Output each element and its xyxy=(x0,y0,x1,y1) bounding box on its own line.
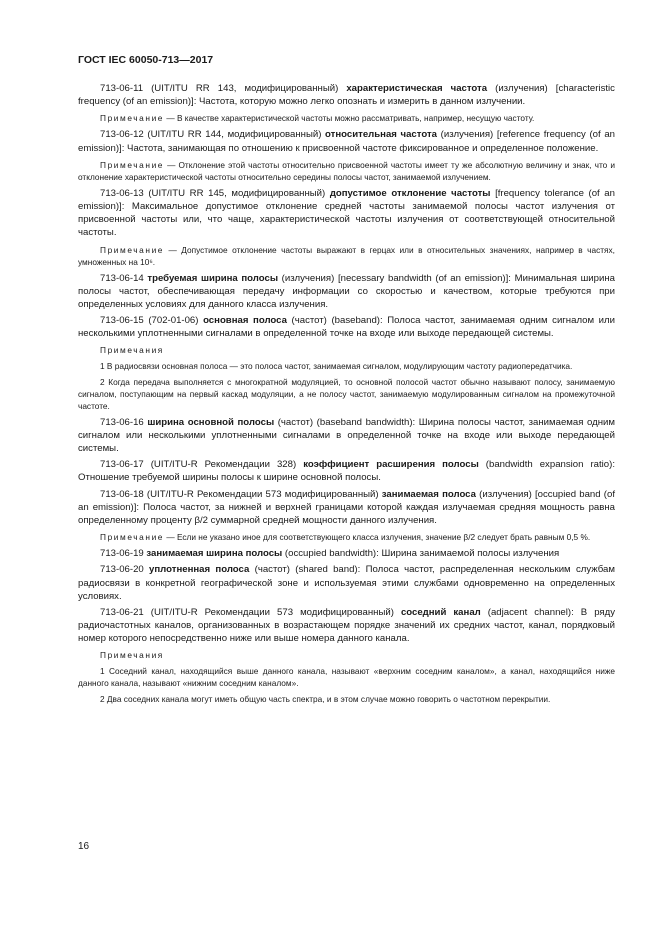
term-text: (излучения) [characteristic frequency (of an emission)]: Частота, которую можно легко опознать и измерить в данном излучении. xyxy=(78,83,615,108)
note xyxy=(78,244,615,268)
term-name: занимаемая полоса xyxy=(381,488,476,500)
term-name: характеристическая частота xyxy=(346,83,488,94)
term-entry xyxy=(78,606,615,646)
term-name: относительная частота xyxy=(325,129,437,141)
term-entry xyxy=(78,547,615,560)
note xyxy=(78,112,615,124)
term-entry xyxy=(78,563,615,603)
term-text: 713-06-21 (UIT/ITU-R Рекомендации 573 модифицированный) xyxy=(100,607,401,619)
note-label: Примечание xyxy=(100,113,165,124)
term-text: 713-06-16 xyxy=(100,416,148,428)
numbered-note: 2 Когда передача выполняется с многократной модуляцией, то основной полосой частот обычно называют полосу, занимаемую сигналом, поступающим на первый каскад модуляции, а не полосу частот, занимаемую модулированным сигналом на промежуточной частоте. xyxy=(78,376,615,411)
note-text: — Отклонение этой частоты относительно присвоенной частоты имеет ту же абсолютную величину и знак, что и отклонение характеристической частоты относительно середины полосы частот, занимаемой излучением. xyxy=(78,159,615,182)
term-entry xyxy=(78,82,615,108)
term-entry xyxy=(78,128,615,154)
term-entry xyxy=(78,187,615,240)
note-label: Примечание xyxy=(100,244,165,255)
document-body xyxy=(78,82,615,705)
term-text: (излучения) [occupied band (of an emission)]: Полоса частот, за нижней и верхней границами которой каждая излучаемая средняя мощность равна определенному проценту β/2 суммарной средней мощности данного излучения. xyxy=(78,488,615,527)
term-name: занимаемая ширина полосы xyxy=(146,548,283,560)
term-text: (частот) (shared band): Полоса частот, распределенная нескольким службам радиосвязи в конкретной географической зоне и используемая этими службами одновременно на определенных условиях. xyxy=(78,564,615,602)
term-entry xyxy=(78,458,615,484)
note xyxy=(78,159,615,183)
term-text: 713-06-17 (UIT/ITU-R Рекомендации 328) xyxy=(100,459,304,471)
term-name: основная полоса xyxy=(203,315,287,327)
term-name: соседний канал xyxy=(400,607,481,619)
term-entry xyxy=(78,272,615,312)
note xyxy=(78,531,615,543)
term-text: 713-06-12 (UIT/ITU RR 144, модифицированный) xyxy=(100,129,326,141)
term-text: 713-06-15 (702-01-06) xyxy=(100,315,204,327)
term-entry xyxy=(78,488,615,528)
notes-title: Примечания xyxy=(100,649,164,660)
term-name: уплотненная полоса xyxy=(149,564,250,576)
note-label: Примечание xyxy=(100,532,165,543)
term-text: 713-06-19 xyxy=(100,548,147,560)
document-header: ГОСТ IEC 60050-713—2017 xyxy=(78,54,214,66)
term-text: 713-06-13 (UIT/ITU RR 145, модифицированный) xyxy=(100,187,330,199)
term-text: 713-06-14 xyxy=(100,272,148,284)
term-name: ширина основной полосы xyxy=(147,416,275,428)
term-name: требуемая ширина полосы xyxy=(147,272,279,284)
note-text: — Если не указано иное для соответствующего класса излучения, значение β/2 следует брать равным 0,5 %. xyxy=(164,532,591,543)
term-name: допустимое отклонение частоты xyxy=(329,187,491,199)
term-text: (частот) (baseband): Полоса частот, занимаемая одним сигналом или несколькими уплотненными сигналами в определенной точке на входе или выходе передающей системы. xyxy=(78,315,615,340)
term-text: [frequency tolerance (of an emission)]: Максимальное допустимое отклонение средней частоты занимаемой полосы частот излучения от присвоенной частоты или, что чаще, характеристической частоты излучения от соответствующей относительной частоты. xyxy=(78,187,615,239)
numbered-note: 1 В радиосвязи основная полоса — это полоса частот, занимаемая сигналом, модулирующим частоту радиопередатчика. xyxy=(100,360,573,371)
term-text: (occupied bandwidth): Ширина занимаемой полосы излучения xyxy=(282,548,560,560)
note-text: — Допустимое отклонение частоты выражают в герцах или в относительных значениях, например в частях, умноженных на 10⁶. xyxy=(78,244,615,267)
term-name: коэффициент расширения полосы xyxy=(303,459,479,471)
term-text: (частот) (baseband bandwidth): Ширина полосы частот, занимаемая одним сигналом или несколькими уплотненными сигналами в определенной точке на входе или выходе передающей системы. xyxy=(78,416,616,455)
term-text: 713-06-11 (UIT/ITU RR 143, модифицированный) xyxy=(100,83,347,94)
term-text: 713-06-20 xyxy=(100,564,150,576)
note-label: Примечание xyxy=(100,159,165,170)
term-text: (излучения) [necessary bandwidth (of an emission)]: Минимальная ширина полосы частот, обеспечивающая передачу информации со скоростью и качеством, которые требуются при определенных условиях для данного класса излучения. xyxy=(78,272,615,311)
term-entry xyxy=(78,314,615,340)
term-text: (излучения) [reference frequency (of an emission)]: Частота, занимающая по отношению к присвоенной частоте фиксированное и определенное положение. xyxy=(78,129,615,154)
term-text: (bandwidth expansion ratio): Отношение требуемой ширины полосы к ширине основной полосы. xyxy=(78,459,615,484)
term-text: 713-06-18 (UIT/ITU-R Рекомендации 573 модифицированный) xyxy=(100,488,382,500)
numbered-note: 2 Два соседних канала могут иметь общую часть спектра, и в этом случае можно говорить о частотном перекрытии. xyxy=(100,693,551,704)
term-entry xyxy=(78,416,615,456)
term-text: (adjacent channel): В ряду радиочастотных каналов, организованных в возрастающем порядке значений их средних частот, канал, порядковый номер которого непосредственно ниже или выше номера данного канала. xyxy=(78,607,616,645)
note-text: — В качестве характеристической частоты можно рассматривать, например, несущую частоту. xyxy=(164,113,535,124)
notes-title: Примечания xyxy=(100,344,164,355)
page-number: 16 xyxy=(78,841,90,852)
numbered-note: 1 Соседний канал, находящийся выше данного канала, называют «верхним соседним каналом», а канал, находящийся ниже данного канала, называют «нижним соседним каналом». xyxy=(78,665,615,688)
